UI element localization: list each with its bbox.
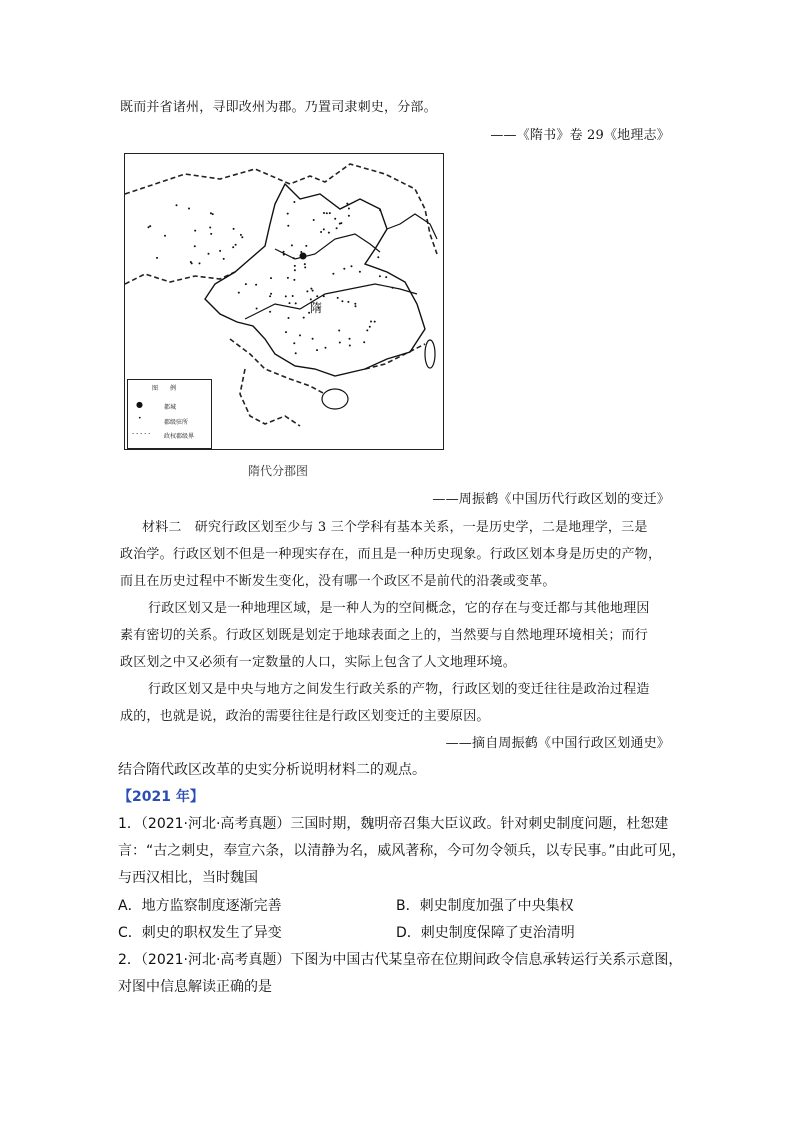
legend-capital: 都城: [164, 404, 177, 411]
q1-option-d[interactable]: D．刺史制度保障了吏治清明: [396, 925, 575, 941]
legend-prefecture: 郡级驻所: [164, 419, 189, 426]
prefecture-dot: [256, 308, 258, 310]
prefecture-dot: [336, 227, 338, 229]
prefecture-dot: [194, 245, 196, 247]
prefecture-dot: [325, 347, 327, 349]
prefecture-dot: [212, 213, 214, 215]
quote-source: ——《隋书》卷 29《地理志》: [490, 128, 670, 143]
prefecture-dot: [347, 301, 349, 303]
prefecture-dot: [316, 349, 318, 351]
prefecture-dot: [359, 271, 361, 273]
prefecture-dot: [292, 295, 294, 297]
yangtze-river: [245, 284, 417, 319]
prefecture-dot: [295, 352, 297, 354]
prefecture-dot: [240, 234, 242, 236]
q1-option-a[interactable]: A．地方监察制度逐渐完善: [118, 898, 282, 914]
prefecture-dot: [348, 208, 350, 210]
material2-line: 行政区划又是一种地理区域，是一种人为的空间概念，它的存在与变迁都与其他地理因: [148, 601, 650, 616]
prefecture-dot: [210, 233, 212, 235]
prefecture-dot: [310, 288, 312, 290]
prefecture-dot: [341, 300, 343, 302]
prefecture-dot: [241, 236, 243, 238]
prefecture-dot: [287, 277, 289, 279]
prefecture-dot: [379, 275, 381, 277]
legend-title: 图 例: [152, 385, 177, 392]
material2-line: 材料二 研究行政区划至少与 3 三个学科有基本关系，一是历史学，二是地理学，三是: [142, 520, 648, 535]
prefecture-dot: [379, 209, 381, 211]
prefecture-dot: [332, 273, 334, 275]
prefecture-dot: [156, 257, 158, 259]
q1-option-c[interactable]: C．刺史的职权发生了异变: [118, 925, 282, 941]
prefecture-dot: [340, 222, 342, 224]
dot-symbol-icon: •: [138, 415, 142, 422]
prefecture-dot: [370, 321, 372, 323]
prefecture-dot: [355, 305, 357, 307]
prefecture-dot: [291, 244, 293, 246]
prefecture-dot: [293, 279, 295, 281]
q1-stem-line: 与西汉相比，当时魏国: [118, 870, 258, 886]
legend-boundary: 政权郡级界: [164, 433, 195, 440]
prefecture-dot: [194, 230, 196, 232]
prefecture-dot: [188, 208, 190, 210]
prefecture-dot: [245, 283, 247, 285]
prefecture-dot: [374, 321, 376, 323]
material2-line: 成的，也就是说，政治的需要往往是行政区划变迁的主要原因。: [120, 709, 490, 724]
q1-option-b[interactable]: B．刺史制度加强了中央集权: [396, 898, 574, 914]
prefecture-dot: [385, 276, 387, 278]
prefecture-dot: [210, 212, 212, 214]
prefecture-dot: [334, 218, 336, 220]
prefecture-dot: [287, 225, 289, 227]
prefecture-dot: [219, 250, 221, 252]
prefecture-dot: [320, 231, 322, 233]
prefecture-dot: [354, 303, 356, 305]
prefecture-dot: [293, 342, 295, 344]
prefecture-dot: [348, 215, 350, 217]
question-prompt: 结合隋代政区改革的史实分析说明材料二的观点。: [118, 762, 426, 778]
prefecture-dot: [199, 262, 201, 264]
outer-boundary: [125, 164, 437, 254]
quote-line: 既而并省诸州，寻即改州为郡。乃置司隶刺史，分部。: [120, 100, 437, 115]
material2-line: 政区划之中又必须有一定数量的人口，实际上包含了人文地理环境。: [120, 655, 517, 670]
prefecture-dot: [270, 277, 272, 279]
material2-line: 而且在历史过程中不断发生变化，没有哪一个政区不是前代的沿袭或变革。: [120, 574, 556, 589]
prefecture-dot: [293, 257, 295, 259]
q1-stem-line: 言：“古之刺史，奉宣六条，以清静为名，威风著称，今可勿令领兵，以专民事。”由此可见，: [118, 843, 686, 859]
sw-boundary: [230, 339, 325, 394]
prefecture-dot: [312, 338, 314, 340]
sui-territory: [205, 184, 425, 376]
prefecture-dot: [289, 302, 291, 304]
prefecture-dot: [343, 268, 345, 270]
prefecture-dot: [164, 235, 166, 237]
prefecture-dot: [329, 212, 331, 214]
prefecture-dot: [209, 227, 211, 229]
year-heading: 【2021 年】: [118, 789, 204, 805]
prefecture-dot: [269, 295, 271, 297]
yellow-river: [275, 234, 380, 259]
prefecture-dot: [346, 203, 348, 205]
prefecture-dot: [326, 212, 328, 214]
prefecture-dot: [349, 338, 351, 340]
prefecture-dot: [349, 345, 351, 347]
prefecture-dot: [366, 329, 368, 331]
prefecture-dot: [294, 265, 296, 267]
q2-stem-line: 2．（2021·河北·高考真题）下图为中国古代某皇帝在位期间政令信息承转运行关系示意图，: [118, 952, 683, 968]
prefecture-dot: [270, 293, 272, 295]
prefecture-dot: [363, 341, 365, 343]
prefecture-dot: [255, 284, 257, 286]
prefecture-dot: [285, 331, 287, 333]
map-legend: [127, 379, 212, 449]
prefecture-dot: [285, 295, 287, 297]
prefecture-dot: [295, 302, 297, 304]
prefecture-dot: [208, 253, 210, 255]
prefecture-dot: [337, 297, 339, 299]
prefecture-dot: [369, 326, 371, 328]
prefecture-dot: [338, 330, 340, 332]
prefecture-dot: [328, 232, 330, 234]
prefecture-dot: [235, 244, 237, 246]
material2-line: 行政区划又是中央与地方之间发生行政关系的产物，行政区划的变迁往往是政治过程造: [148, 682, 650, 697]
prefecture-dot: [316, 295, 318, 297]
prefecture-dot: [149, 225, 151, 227]
prefecture-dot: [191, 262, 193, 264]
prefecture-dot: [392, 287, 394, 289]
q1-stem-line: 1．（2021·河北·高考真题）三国时期，魏明帝召集大臣议政。针对刺史制度问题，杜恕建: [118, 816, 669, 832]
map-caption: 隋代分郡图: [248, 464, 309, 478]
prefecture-dot: [351, 265, 353, 267]
prefecture-dot: [304, 263, 306, 265]
prefecture-dot: [313, 219, 315, 221]
prefecture-dot: [323, 295, 325, 297]
south-boundary: [240, 369, 300, 426]
prefecture-dot: [299, 334, 301, 336]
prefecture-dot: [323, 228, 325, 230]
prefecture-dot: [232, 246, 234, 248]
prefecture-dot: [287, 213, 289, 215]
hainan-island: [322, 389, 348, 409]
sui-map: [124, 153, 444, 450]
sui-label: 隋: [310, 301, 323, 315]
material2-line: 政治学。行政区划不但是一种现实存在，而且是一种历史现象。行政区划本身是历史的产物，: [120, 547, 662, 562]
prefecture-dot: [233, 228, 235, 230]
prefecture-dot: [176, 204, 178, 206]
prefecture-dot: [293, 201, 295, 203]
coastline: [387, 214, 437, 239]
prefecture-dot: [304, 266, 306, 268]
capital-marker: [300, 253, 307, 260]
prefecture-dot: [283, 254, 285, 256]
prefecture-dot: [223, 258, 225, 260]
prefecture-dot: [303, 317, 305, 319]
prefecture-dot: [148, 226, 150, 228]
prefecture-dot: [339, 342, 341, 344]
taiwan-island: [425, 340, 435, 368]
prefecture-dot: [306, 290, 308, 292]
source-3: ——摘自周振鹤《中国行政区划通史》: [445, 736, 670, 751]
material2-line: 素有密切的关系。行政区划既是划定于地球表面之上的，当然要与自然地理环境相关；而行: [120, 628, 649, 643]
prefecture-dot: [269, 311, 271, 313]
prefecture-dot: [312, 290, 314, 292]
prefecture-dot: [283, 251, 285, 253]
prefecture-dot: [305, 245, 307, 247]
prefecture-dot: [294, 269, 296, 271]
prefecture-dot: [377, 256, 379, 258]
source-2: ——周振鹤《中国历代行政区划的变迁》: [432, 492, 670, 507]
prefecture-dot: [288, 317, 290, 319]
dash-symbol-icon: - - - - -: [132, 430, 151, 437]
prefecture-dot: [323, 212, 325, 214]
capital-symbol-icon: ●: [136, 400, 143, 409]
prefecture-dot: [238, 292, 240, 294]
q2-stem-line: 对图中信息解读正确的是: [118, 979, 272, 995]
